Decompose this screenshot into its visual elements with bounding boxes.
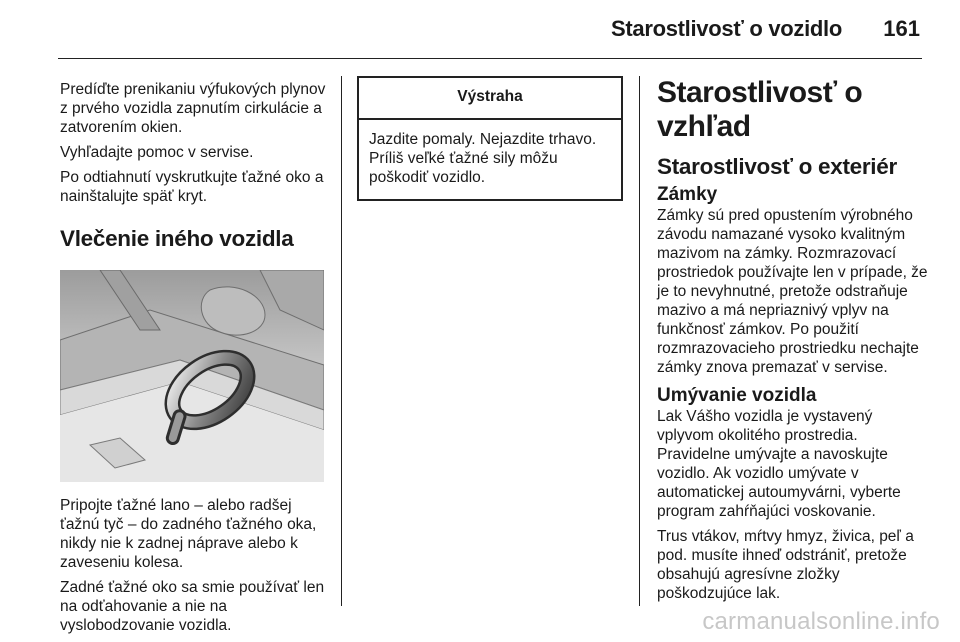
instruction-paragraph: Pripojte ťažné lano – alebo radšej ťažnú tyč – do zadného ťažného oka, nikdy nie k zadnej náprave alebo k zaveseniu kolesa. xyxy=(60,497,317,571)
warning-title: Výstraha xyxy=(359,78,621,120)
running-head-title: Starostlivosť o vozidlo xyxy=(610,16,842,41)
section-heading-towing-other: Vlečenie iného vozidla xyxy=(60,226,294,251)
intro-paragraph: Po odtiahnutí vyskrutkujte ťažné oko a nainštalujte späť kryt. xyxy=(60,169,324,205)
intro-paragraph: Vyhľadajte pomoc v servise. xyxy=(60,144,254,161)
instruction-paragraph: Zadné ťažné oko sa smie používať len na odťahovanie a nie na vyslobodzovanie vozidla. xyxy=(60,579,325,634)
left-column xyxy=(60,80,332,641)
locks-paragraph: Zámky sú pred opustením výrobného závodu namazané vysoko kvalitným mazivom na zámky. Rozmrazovací prostriedok používajte len v prípade, že je to nevyhnutné, pretože odstraňuje mazivo a má nepriaznivý vplyv na funkčnosť zámkov. Po použití rozmrazovacieho prostriedku nechajte zámky znova premazať v servise. xyxy=(657,207,928,376)
washing-paragraph: Lak Vášho vozidla je vystavený vplyvom okolitého prostredia. Pravidelne umývajte a navoskujte vozidlo. Ak vozidlo umývate v automatickej autoumyvárni, vyberte program zahŕňajúci voskovanie. xyxy=(657,408,901,520)
page-header xyxy=(0,0,960,56)
column-divider-left xyxy=(341,76,342,606)
intro-paragraph: Predíďte prenikaniu výfukových plynov z prvého vozidla zapnutím cirkulácie a zatvorením okien. xyxy=(60,81,326,136)
chapter-heading: Starostlivosť o vzhľad xyxy=(657,76,863,143)
warning-body: Jazdite pomaly. Nejazdite trhavo. Príliš veľké ťažné sily môžu poškodiť vozidlo. xyxy=(369,131,597,186)
watermark: carmanualsonline.info xyxy=(702,608,940,635)
washing-paragraph: Trus vtákov, mŕtvy hmyz, živica, peľ a pod. musíte ihneď odstrániť, pretože obsahujú agresívne zložky poškodzujúce lak. xyxy=(657,528,914,602)
towing-eye-illustration xyxy=(60,270,324,482)
subsection-heading-washing: Umývanie vozidla xyxy=(657,385,817,406)
right-column xyxy=(657,76,929,609)
page-number: 161 xyxy=(883,16,920,41)
subsection-heading-locks: Zámky xyxy=(657,184,718,205)
section-heading-exterior: Starostlivosť o exteriér xyxy=(657,154,897,179)
warning-box xyxy=(357,76,623,201)
header-rule xyxy=(58,58,922,59)
column-divider-right xyxy=(639,76,640,606)
